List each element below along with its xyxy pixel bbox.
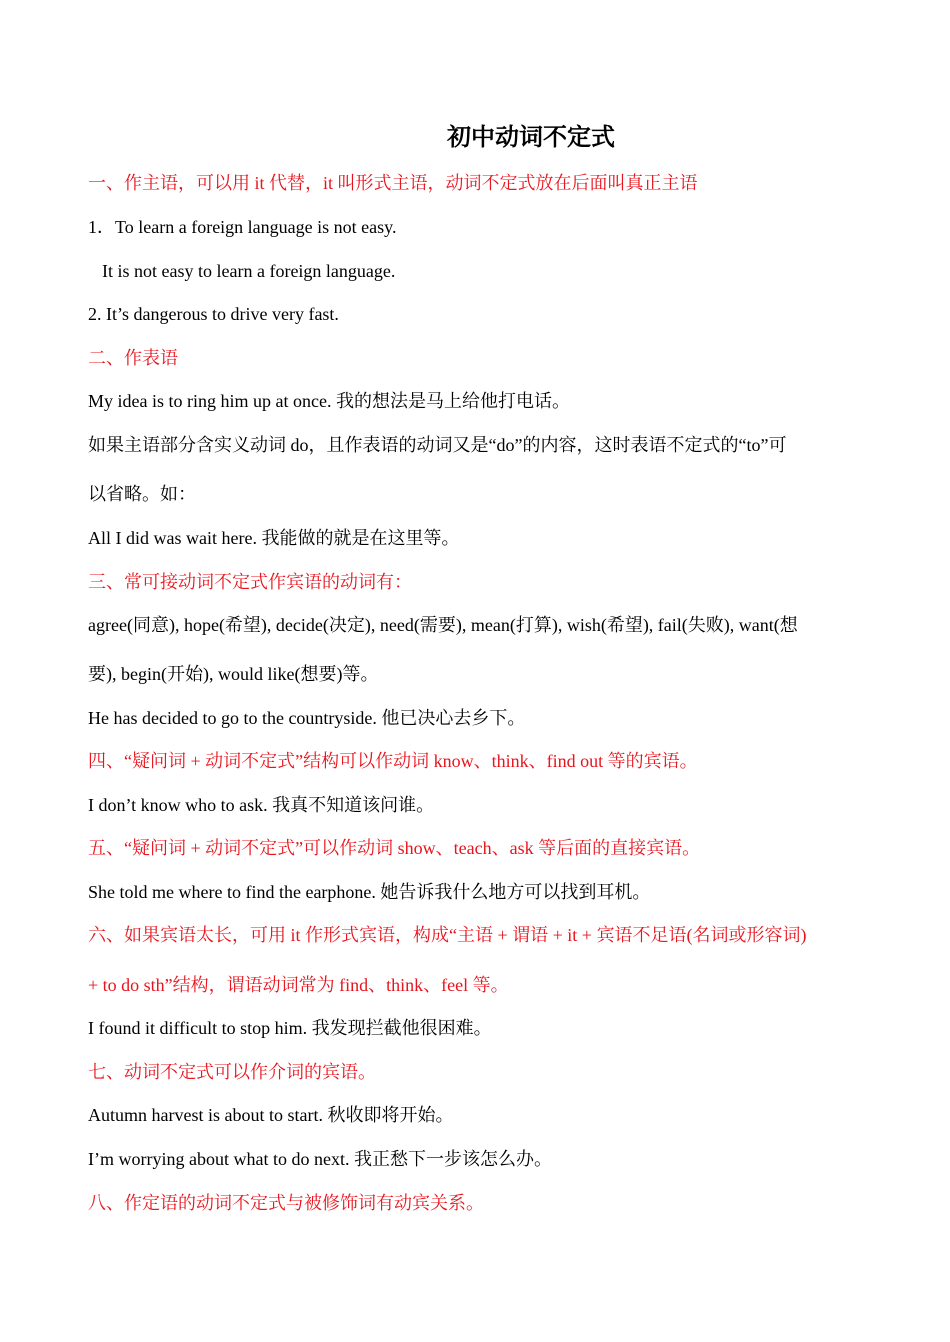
page-title: 初中动词不定式 — [447, 123, 615, 151]
example-sentence: Autumn harvest is about to start. 秋收即将开始。 — [88, 1105, 454, 1125]
example-sentence: I don’t know who to ask. 我真不知道该问谁。 — [88, 795, 435, 815]
example-sentence: 1．To learn a foreign language is not easy. — [88, 217, 397, 237]
section-heading-8: 八、作定语的动词不定式与被修饰词有动宾关系。 — [88, 1193, 484, 1213]
example-sentence: I’m worrying about what to do next. 我正愁下一步该怎么办。 — [88, 1149, 552, 1169]
explanation-text: 如果主语部分含实义动词 do，且作表语的动词又是“do”的内容，这时表语不定式的“to”可 — [88, 435, 787, 455]
verb-list: agree(同意), hope(希望), decide(决定), need(需要), mean(打算), wish(希望), fail(失败), want(想 — [88, 615, 798, 635]
example-sentence: I found it difficult to stop him. 我发现拦截他很困难。 — [88, 1018, 492, 1038]
example-sentence: My idea is to ring him up at once. 我的想法是马上给他打电话。 — [88, 391, 570, 411]
section-heading-2: 二、作表语 — [88, 348, 178, 368]
section-heading-4: 四、“疑问词 + 动词不定式”结构可以作动词 know、think、find out 等的宾语。 — [88, 751, 698, 771]
example-sentence: He has decided to go to the countryside. 他已决心去乡下。 — [88, 708, 526, 728]
section-heading-3: 三、常可接动词不定式作宾语的动词有： — [88, 572, 412, 592]
example-sentence: She told me where to find the earphone. 她告诉我什么地方可以找到耳机。 — [88, 882, 651, 902]
section-heading-7: 七、动词不定式可以作介词的宾语。 — [88, 1062, 376, 1082]
section-heading-1: 一、作主语，可以用 it 代替，it 叫形式主语，动词不定式放在后面叫真正主语 — [88, 173, 698, 193]
example-sentence: All I did was wait here. 我能做的就是在这里等。 — [88, 528, 460, 548]
example-sentence: 2. It’s dangerous to drive very fast. — [88, 304, 339, 324]
section-heading-6-continued: + to do sth”结构，谓语动词常为 find、think、feel 等。 — [88, 975, 509, 995]
explanation-text: 以省略。如： — [88, 484, 196, 504]
verb-list: 要), begin(开始), would like(想要)等。 — [88, 664, 379, 684]
example-sentence: It is not easy to learn a foreign language. — [102, 261, 396, 281]
section-heading-6: 六、如果宾语太长，可用 it 作形式宾语，构成“主语 + 谓语 + it + 宾语不足语(名词或形容词) — [88, 925, 807, 945]
section-heading-5: 五、“疑问词 + 动词不定式”可以作动词 show、teach、ask 等后面的直接宾语。 — [88, 838, 701, 858]
